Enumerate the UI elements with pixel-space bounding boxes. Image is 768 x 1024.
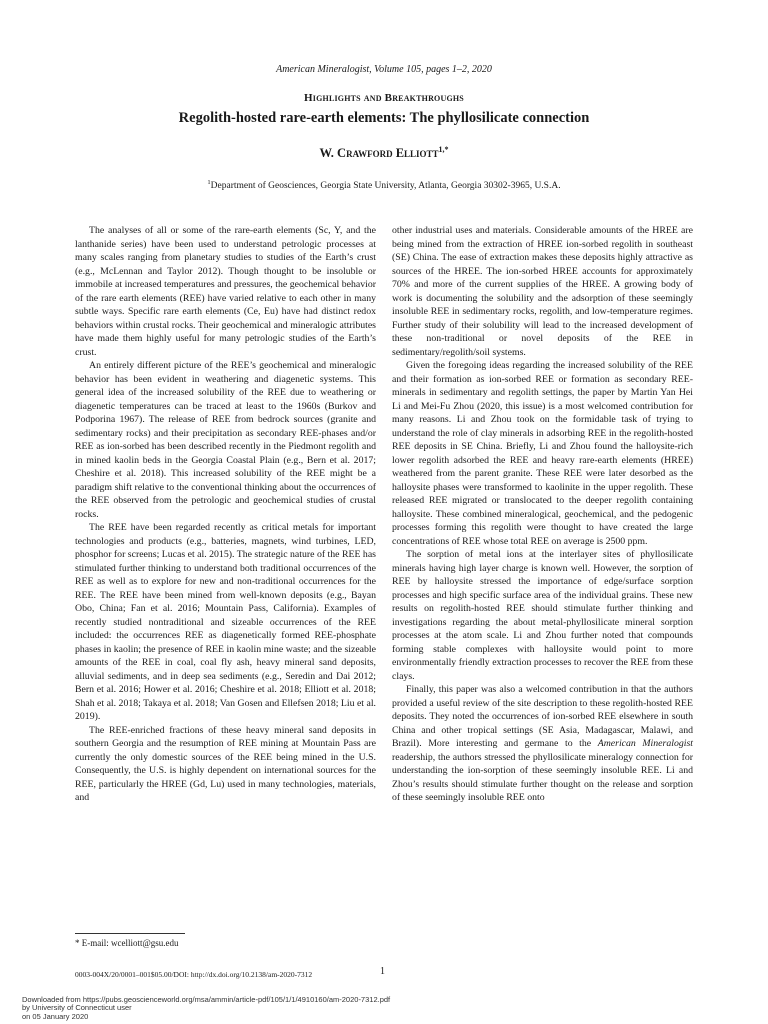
download-notice [22, 996, 390, 1021]
download-line: on 05 January 2020 [22, 1011, 89, 1021]
paragraph: An entirely different picture of the REE’s geochemical and mineralogic behavior has been evident in weathering and diagenetic systems. This general idea of the increased solubility of the REE due to weathering or diagenetic temperatures can be traced at least to the 1960s (Burkov and Podporina 1967). The release of REE from bedrock sources (granite and sedimentary rocks) and their precipitation as secondary REE-phases and/or REE as ion-sorbed has been described recently in the Piedmont regolith and in mined kaolin beds in the Georgia Coastal Plain (e.g., Bern et al. 2017; Cheshire et al. 2018). This increased solubility of the REE might be a paradigm shift relative to the conventional thinking about the occurrences of the REE observed from the petrologic and geochemical studies of crustal rocks. [75, 360, 376, 520]
footnote-rule [75, 933, 185, 934]
download-line: Downloaded from https://pubs.geoscienceworld.org/msa/ammin/article-pdf/105/1/1/4910160/am-2020-7312.pdf [22, 995, 391, 1004]
affiliation-mark: 1 [207, 179, 211, 186]
paragraph: The REE have been regarded recently as critical metals for important technologies and products (e.g., batteries, magnets, wind turbines, LED, phosphor for screens; Lucas et al. 2015). The strategic nature of the REE has stimulated further thinking to understand both traditional occurrences of the REE as well as to explore for new and non-traditional occurrences for the REE. The REE have been mined from well-known deposits (e.g., Bayan Obo, China; Fan et al. 2016; Mountain Pass, California). Examples of recently studied nontraditional and sizeable occurrences of the REE included: the occurrences REE as diagenetically formed REE-phosphate phases in kaolin; the presence of REE in kaolin mine waste; and the sizeable amounts of the REE in coal, coal fly ash, heavy mineral sand deposits, alluvial sediments, and in deep sea sediments (e.g., Seredin and Dai 2012; Bern et al. 2016; Hower et al. 2016; Cheshire et al. 2018; Elliott et al. 2018; Shah et al. 2018; Takaya et al. 2018; Van Gosen and Ellefsen 2018; Liu et al. 2019). [75, 522, 376, 722]
left-column [75, 224, 376, 805]
right-column [392, 224, 693, 805]
author-marks: 1,* [438, 145, 449, 154]
page-number: 1 [380, 966, 385, 977]
paragraph: The sorption of metal ions at the interlayer sites of phyllosilicate minerals having high layer charge is known well. However, the sorption of REE by halloysite stressed the importance of edge/surface sorption processes and high specific surface area of the individual grains. These new results on regolith-hosted REE should stimulate further thinking and investigations regarding the about metal-phyllosilicate mineral sorption processes at the atom scale. Li and Zhou further noted that compounds forming stable complexes with halloysite would point to more environmentally friendly extraction processes to recover the REE from these clays. [392, 549, 693, 682]
section-heading: Highlights and Breakthroughs [304, 92, 464, 104]
paragraph: The REE-enriched fractions of these heavy mineral sand deposits in southern Georgia and the resumption of REE mining at Mountain Pass are currently the only domestic sources of the REE being mined in the U.S. Consequently, the U.S. is highly dependent on international sources for the REE, particularly the HREE (Gd, Lu) used in many technologies, materials, and [75, 724, 376, 803]
author-line [0, 145, 768, 161]
journal-header: American Mineralogist, Volume 105, pages 1–2, 2020 [276, 64, 492, 75]
paragraph: Given the foregoing ideas regarding the increased solubility of the REE and their formation as ion-sorbed REE or formation as secondary REE-minerals in sedimentary and regolith settings, the paper by Martin Yan Hei Li and Mei-Fu Zhou (2020, this issue) is a most welcomed contribution for many reasons. Li and Zhou took on the formidable task of trying to understand the role of clay minerals in adsorbing REE in the regolith-hosted REE deposits in SE China. Briefly, Li and Zhou found the halloysite-rich lower regolith adsorbed the REE and heavy rare-earth elements (HREE) weathered from the parent granite. These REE were later desorbed as the halloysite phases were transformed to kaolinite in the upper regolith. These released REE migrated or translocated to the deeper regolith containing halloysite. These combined mineralogical, geochemical, and the pedogenic processes forming this regolith were thought to have created the large concentrations of REE whose total REE on average is 2500 ppm. [392, 360, 693, 547]
paragraph-text: readership, the authors stressed the phyllosilicate mineralogy connection for understanding the ion-sorption of these seemingly insoluble REE. Li and Zhou’s results should stimulate further thought on the release and sorption of these seemingly insoluble REE onto [392, 751, 693, 803]
doi-line: 0003-004X/20/0001–001$05.00/DOI: http://dx.doi.org/10.2138/am-2020-7312 [75, 970, 313, 979]
author-name: W. Crawford Elliott [319, 146, 439, 161]
affiliation-text: Department of Geosciences, Georgia State University, Atlanta, Georgia 30302-3965, U.S.A. [210, 181, 561, 192]
affiliation [0, 179, 768, 191]
paragraph: other industrial uses and materials. Considerable amounts of the HREE are being mined from the extraction of HREE ion-sorbed regolith in southeast (SE) China. The ease of extraction makes these deposits highly attractive as sources of the HREE. The ion-sorbed HREE accounts for approximately 70% and more of the current supplies of the HREE. A growing body of work is documenting the solubility and the adsorption of these seemingly insoluble REE in sedimentary rocks, regolith, and low-temperature regimes. Further study of their solubility will lead to the increased development of these non-traditional or novel deposits of the REE in sedimentary/regolith/soil systems. [392, 225, 693, 358]
paragraph-text: Finally, this paper was also a welcomed contribution in that the authors provided a useful review of the site description to these regolith-hosted REE deposits. They noted the occurrences of ion-sorbed REE elsewhere in south China and other tropical settings (SE Asia, Madagascar, Malawi, and Brazil). More interesting and germane to the [392, 684, 693, 749]
footnote-email: * E-mail: wcelliott@gsu.edu [75, 938, 179, 948]
journal-name: American Mineralogist [597, 738, 693, 749]
paragraph [392, 683, 693, 805]
paragraph: The analyses of all or some of the rare-earth elements (Sc, Y, and the lanthanide series) have been used to understand petrologic processes at many scales ranging from planetary studies to studies of the Earth’s crust (e.g., McLennan and Taylor 2012). Though thought to be insoluble or immobile at increased temperatures and pressures, the geochemical behavior of the rare earth elements (REE) have varied relative to each other in many subtle ways. Specific rare earth elements (Ce, Eu) have had distinct redox behaviors within crustal rocks. Their geochemical and mineralogic attributes have made them highly useful for many petrologic studies of the Earth’s crust. [75, 225, 376, 358]
article-title: Regolith-hosted rare-earth elements: The phyllosilicate connection [178, 110, 590, 126]
download-line: by University of Connecticut user [22, 1003, 132, 1013]
